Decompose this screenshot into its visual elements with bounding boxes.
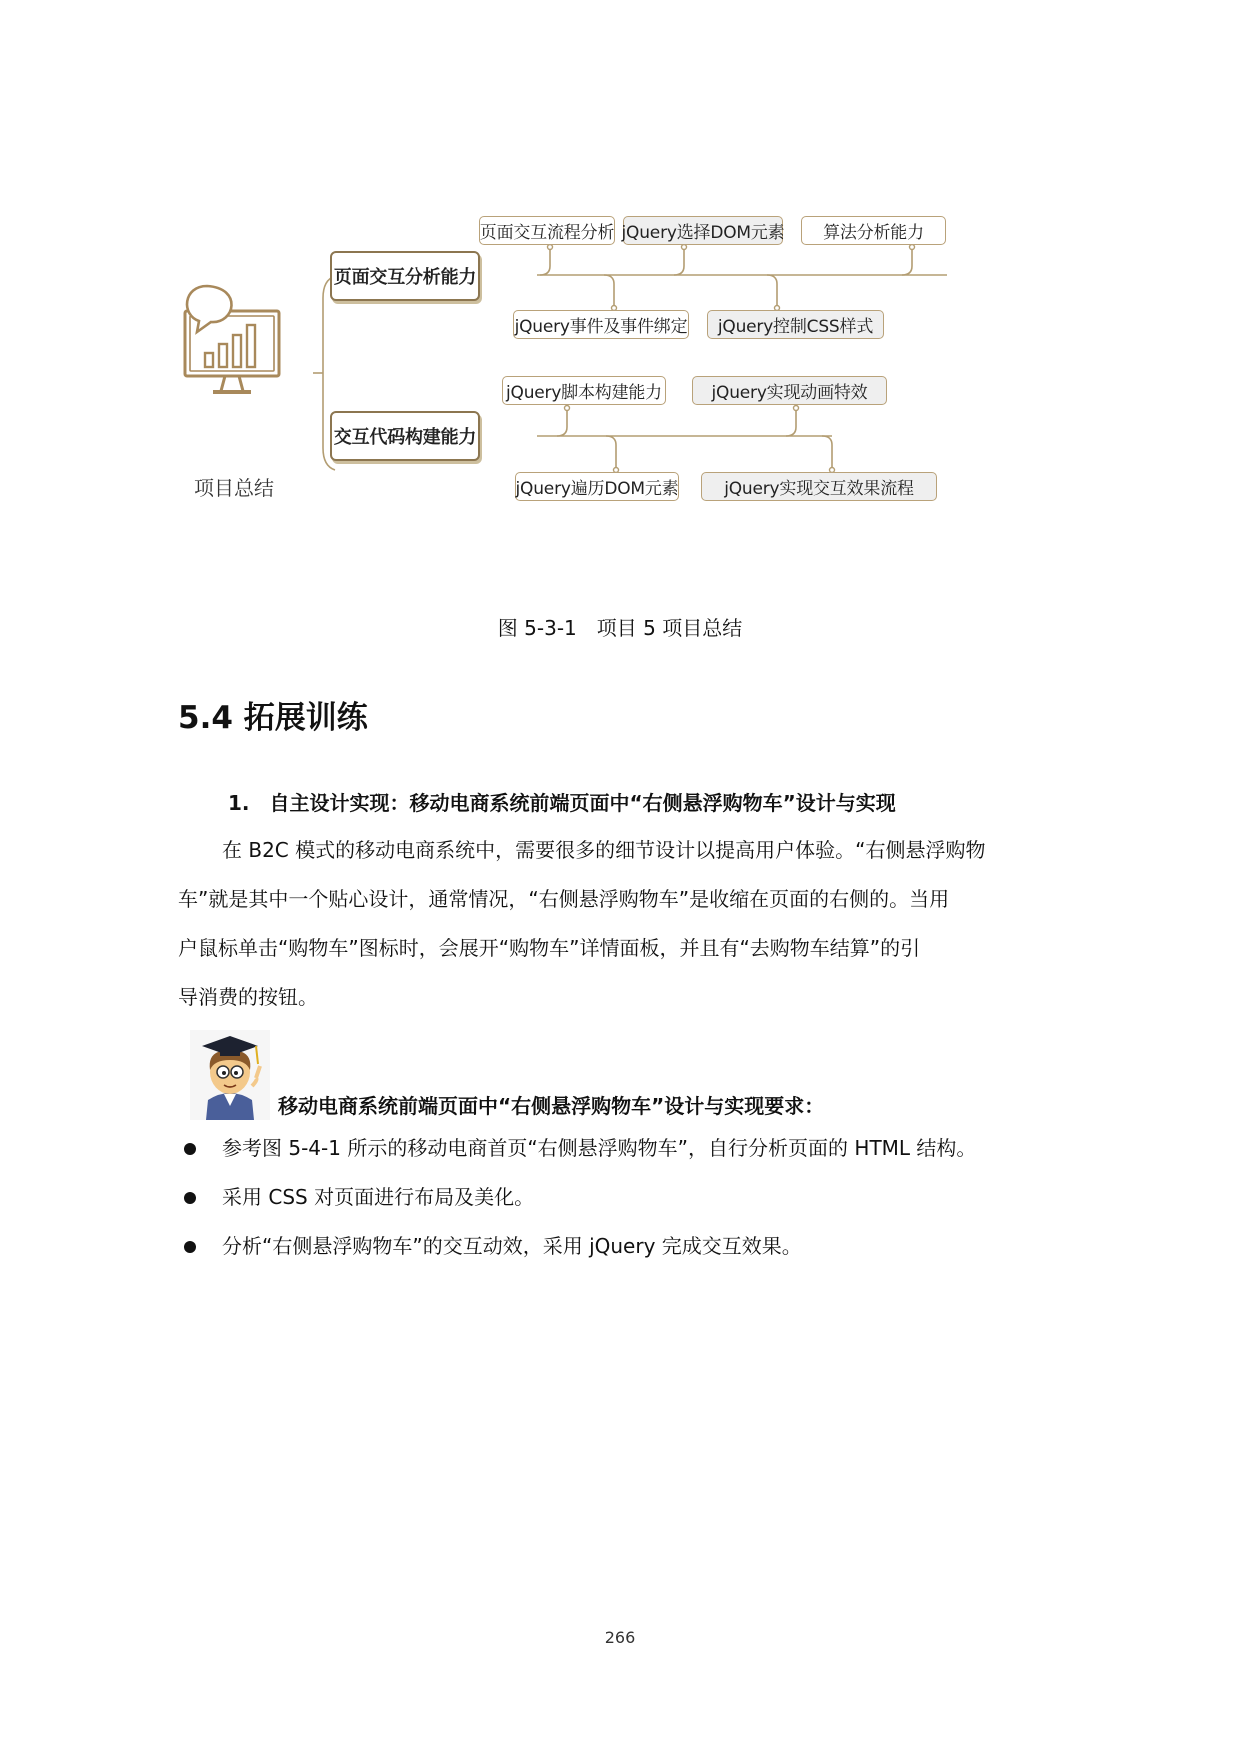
b2-link-4 (822, 436, 832, 470)
b2-link-3 (606, 436, 616, 470)
mind-map-node: jQuery脚本构建能力 (502, 376, 666, 405)
professor-mascot-icon (190, 1030, 270, 1120)
bullet-icon (184, 1241, 196, 1253)
b1-link-3 (902, 247, 912, 275)
page-number: 266 (604, 1628, 636, 1647)
b1-link-4 (604, 275, 614, 308)
b2-link-2 (786, 408, 796, 436)
monitor-chart-icon (185, 286, 279, 392)
b1-link-5 (767, 275, 777, 308)
bullet-icon (184, 1192, 196, 1204)
figure-caption: 图 5-3-1 项目 5 项目总结 (497, 616, 743, 640)
b2-link-1 (557, 408, 567, 436)
requirements-list (178, 1124, 1078, 1271)
mind-map-node: jQuery遍历DOM元素 (515, 472, 679, 501)
paragraph-line: 户鼠标单击“购物车”图标时，会展开“购物车”详情面板，并且有“去购物车结算”的引 (178, 936, 921, 960)
paragraph-line: 车”就是其中一个贴心设计，通常情况，“右侧悬浮购物车”是收缩在页面的右侧的。当用 (178, 887, 950, 911)
paragraph-line: 导消费的按钮。 (178, 985, 318, 1009)
mind-map-node: jQuery控制CSS样式 (707, 310, 884, 339)
mind-map-node: jQuery选择DOM元素 (623, 216, 783, 245)
mind-map-node: jQuery事件及事件绑定 (513, 310, 689, 339)
exercise-heading: 1. 自主设计实现：移动电商系统前端页面中“右侧悬浮购物车”设计与实现 (228, 791, 896, 815)
list-item: 分析“右侧悬浮购物车”的交互动效，采用 jQuery 完成交互效果。 (178, 1222, 1078, 1271)
mind-map-node: jQuery实现交互效果流程 (701, 472, 937, 501)
mind-map-node: 算法分析能力 (801, 216, 946, 245)
list-item: 参考图 5-4-1 所示的移动电商首页“右侧悬浮购物车”，自行分析页面的 HTML 结构。 (178, 1124, 1078, 1173)
bullet-icon (184, 1143, 196, 1155)
mind-map-node: jQuery实现动画特效 (692, 376, 887, 405)
mind-map-branch-page-analysis: 页面交互分析能力 (330, 251, 480, 301)
b1-link-2 (674, 247, 684, 275)
body-paragraph (178, 826, 1068, 1022)
mind-map-node: 页面交互流程分析 (479, 216, 615, 245)
mind-map-branch-code-building: 交互代码构建能力 (330, 411, 480, 461)
list-item: 采用 CSS 对页面进行布局及美化。 (178, 1173, 1078, 1222)
section-title: 5.4 拓展训练 (178, 700, 368, 736)
mind-map-root-label: 项目总结 (194, 476, 274, 500)
requirements-title: 移动电商系统前端页面中“右侧悬浮购物车”设计与实现要求： (278, 1094, 825, 1118)
mind-map-figure (177, 198, 1065, 580)
b1-link-1 (540, 247, 550, 275)
paragraph-line: 在 B2C 模式的移动电商系统中，需要很多的细节设计以提高用户体验。“右侧悬浮购物 (222, 838, 986, 862)
